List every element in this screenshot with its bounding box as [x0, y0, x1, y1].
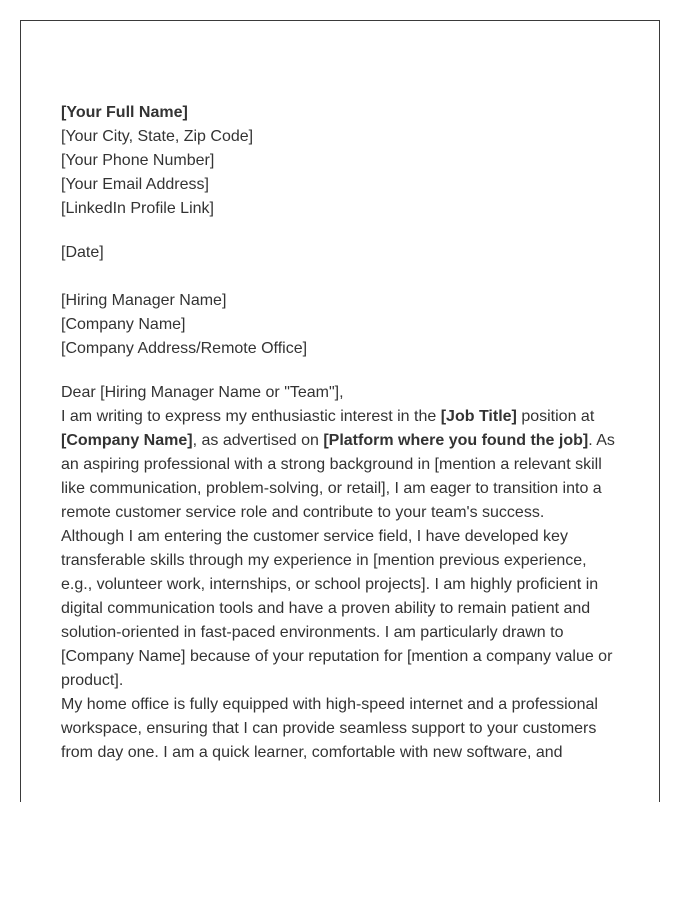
recipient-address: [Company Address/Remote Office] — [61, 340, 308, 357]
paragraph-1 — [61, 405, 621, 525]
p1-platform: [Platform where you found the job] — [323, 432, 589, 449]
sender-email: [Your Email Address] — [61, 176, 209, 193]
recipient-block — [61, 289, 621, 361]
salutation-block — [61, 381, 621, 405]
p1-text-2: position at — [516, 408, 595, 425]
paragraph-3: My home office is fully equipped with high-speed internet and a professional workspace, ensuring that I can provide seamless support to your customers from day one. I am a quick learner, comfortable with new software, and — [61, 696, 598, 761]
p1-text-3: , as advertised on — [192, 432, 324, 449]
p1-text-4: . As an aspiring professional with a strong background in [mention a relevant skill like communication, problem-solving, or retail], I am eager to transition into a remote customer service role and contribute to your team's success. — [61, 432, 615, 521]
paragraph-2: Although I am entering the customer service field, I have developed key transferable skills through my experience in [mention previous experience, e.g., volunteer work, internships, or school projects]. I am highly proficient in digital communication tools and have a proven ability to remain patient and solution-oriented in fast-paced environments. I am particularly drawn to [Company Name] because of your reputation for [mention a company value or product]. — [61, 528, 613, 689]
sender-full-name: [Your Full Name] — [61, 104, 188, 121]
sender-city-state-zip: [Your City, State, Zip Code] — [61, 128, 254, 145]
letter-date: [Date] — [61, 244, 104, 261]
letter-body — [61, 101, 621, 765]
p1-text-1: I am writing to express my enthusiastic interest in the — [61, 408, 441, 425]
salutation: Dear [Hiring Manager Name or "Team"], — [61, 384, 344, 401]
sender-phone: [Your Phone Number] — [61, 152, 215, 169]
recipient-hiring-manager: [Hiring Manager Name] — [61, 292, 227, 309]
recipient-company: [Company Name] — [61, 316, 186, 333]
p1-job-title: [Job Title] — [440, 408, 517, 425]
p1-company-name: [Company Name] — [61, 432, 193, 449]
date-block — [61, 241, 621, 265]
sender-linkedin: [LinkedIn Profile Link] — [61, 200, 214, 217]
letter-page — [20, 20, 660, 802]
sender-block — [61, 101, 621, 221]
